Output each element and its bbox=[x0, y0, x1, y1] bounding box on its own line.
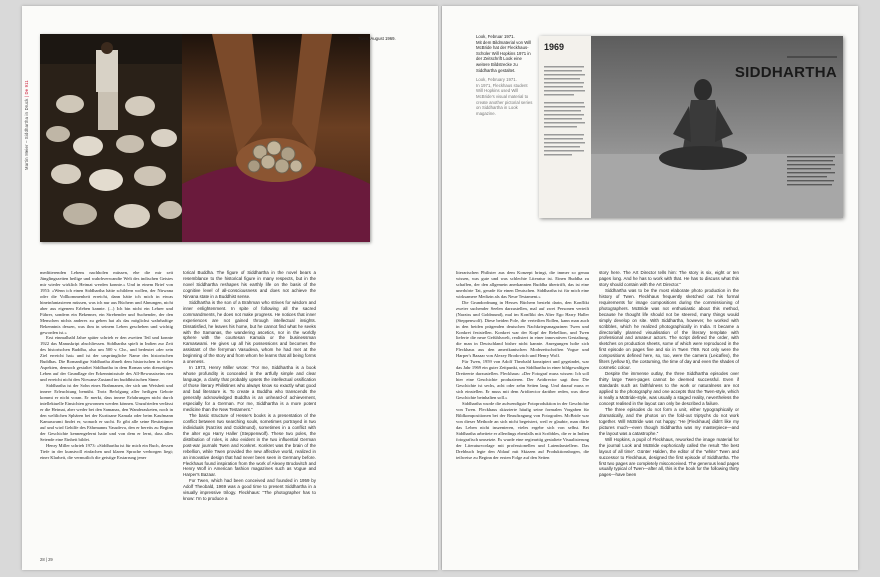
look-magazine-spread-photo bbox=[539, 36, 843, 218]
caption-look-de-body: Mit dem Bildmaterial von Will McBride hat der Fleckhaus-Schüler Will Hopkins 1971 in der Zeitschrift Look eine weitere Bildstrecke zu Siddhartha gestaltet. bbox=[476, 39, 532, 73]
paragraph: Siddhartha is the son of a Brahman who strives for wisdom and inner enlightenment. In spite of following all the sacred commandments, he does not make progress. He notices that inner experiences are not gained through intellectual insights. Dissatisfied, he leaves his home, but he cannot find what he seeks with the Samanas, the wandering ascetics, nor in the worldly sphere with the courtesan Kamala or the businessman Kamaswami. He gives up all his possessions and becomes the assistant of the ferryman Vasudeva, whom he had met at the beginning of the story and from whom he learns that all being forms a oneness. bbox=[183, 299, 316, 365]
running-head-author: Martin Meier bbox=[24, 144, 29, 170]
paragraph: Siddhartha wurde die aufwendigste Fotoproduktion in der Geschichte von Twen. Fleckhaus skizzierte häufig seine formalen Vorgaben für Bildkompositionen bei der Beauftragung von Fotografen. McBride war von dieser Methode an sich nicht begeistert, weil er glaubte, man dürfe das Leben nicht inszenieren, vieles ergebe sich von selbst. Bei Siddhartha arbeitete er allerdings ebenfalls mit Scribbles, die er in Indien fotografisch umsetzte. Es wurde eine regiearttig gestaltete Visualisierung der Literaturvorlage mit professionellen und Laiendarstellern. Das Drehbuch legte den Ablauf mit Skizzen auf Produktionsbogen, die teilweise zu Beginn der ersten Folge auf den Seiten bbox=[456, 400, 589, 460]
paragraph: Siddhartha ist der Sohn eines Brahmanen, der sich um Weisheit und innere Erleuchtung bemüht. Trotz Befolgung aller heiligen Gebote kommt er nicht voran. Er merkt, dass innere Erfahrungen nicht durch intellektuelle Einsichten gewonnen werden können. Unzufrieden verlässt er die Heimat, aber weder bei den Samanas, den Wanderasketen, noch in den weltlichen Sphären bei der Kurtisane Kamala oder beim Kaufmann Kamaswami findet er, wonach er sucht. Er gibt alle seine Besitztümer auf und wird Gehilfe des Fährmanns Vasudeva, den er bereits zu Beginn der Geschichte kennengelernt hatte und von dem er lernt, dass alles Seiende eine Einheit bildet. bbox=[40, 383, 173, 442]
running-head-page-tag: | De 911 bbox=[24, 80, 29, 98]
caption-look-en-title: Look, February 1971. bbox=[476, 77, 517, 83]
running-head bbox=[24, 20, 34, 170]
paragraph: For Twen, which had been conceived and founded in 1959 by Adolf Theobald, 1969 was a good time to present Siddhartha in a visually impressive trilogy. Fleckhaus: “The photographer has to know: I'm to produce a bbox=[183, 478, 316, 502]
caption-twen-text: Twen, August 1969. bbox=[358, 36, 396, 41]
caption-look-de-title: Look, Februar 1971. bbox=[476, 34, 515, 39]
twen-right-page-photo bbox=[182, 34, 370, 242]
caption-twen bbox=[358, 36, 428, 42]
paragraph: Despite the immense outlay, the three Siddhartha episodes over thirty large Twen-pages cannot be deemed successful. Even if standards such as faithfulness to the work or naturalness are not applied to the photography and one accepts that the Twen-style, which is really a McBride-style, was usually a staged reality, nevertheless the concept realised in the layout can only be described a failure. bbox=[599, 371, 739, 406]
magazine-text-block-image bbox=[539, 36, 591, 218]
paragraph: In 1973, Henry Miller wrote: “For me, Siddhartha is a book whose profundity is concealed in the artfully simple and clear language, a clarity that probably upsets the intellectual ossification of those literary Philistines who always know so exactly what good and bad literature is. To create a Buddha who transcends the generally acknowledged Buddha is an unheard-of achievement, especially for a German. For me, Siddhartha is a more potent medicine than the New Testament.” bbox=[183, 365, 316, 412]
twen-magazine-spread-photo bbox=[40, 34, 370, 242]
twen-left-page-photo bbox=[40, 34, 182, 242]
column-right-german bbox=[456, 270, 589, 558]
paragraph: Für Twen, 1959 von Adolf Theobald konzipiert und gegründet, war das Jahr 1969 ein guter Zeitpunkt, um Siddhartha in einer bildgewaltigen Dreiteerie darzustellen. Fleckhaus: «Der Fotograf muss wissen: Ich soll hier eine Geschichte produzieren. Der Artdirector sagt ihm: Die Geschichte ist sechs, acht oder zehn Seiten lang. Und darauf muss er sich einstellen. Er muss mit dem Artdirector darüber reden, was diese Geschichte beinhalten soll.» bbox=[456, 359, 589, 401]
paragraph: torical Buddha. The figure of Siddhartha in the novel bears a resemblance to the historical figure in many respects, but in the novel Siddhartha reshapes his earthly life on the basis of the cognitive level of all-consciousness and does not achieve the Nirvana state in a Buddhist sense. bbox=[183, 270, 316, 299]
caption-look bbox=[476, 34, 534, 116]
magazine-headline: SIDDHARTHA bbox=[734, 64, 837, 81]
paragraph: The basic structure of Hesse's books is a presentation of the conflict between two searching souls, sometimes portrayed in two individuals (Narziss and Goldmund), sometimes in a conflict with the alter ego Harry Haller (Steppenwolf). These two poles, the distribution of roles, is also evident in the two influential German post-war journals Twen and Konkret. Konkret was the brain of the rebellion, while Twen provided the new affective world, realized in an innovative design that had never been seen in Germany before. Fleckhaus found inspiration from the work of Alexey Brodovitch and Henry Wolf in American fashion magazines such as Vogue and Harper's Bazaar. bbox=[183, 412, 316, 478]
paragraph: meditierenden Lebens nachholen müssen, ehe die mir seit Jünglingszeiten heilige und wahrhverwandte Welt des indischen Geistes mir wieder wirklich Heimat werden konnte.» Und in einem Brief von 1953: «Wenn ich einen Siddhartha hätte schildern wollen, der Nirwana oder die Vollkommenheit erreicht, dann hätte ich mich in etwas hineinfantasieren müssen, was ich nur aus Büchern und Ahnungen, nicht aber aus eigenem Erleben kannte. (...) Ich bin nicht ein Lehrer und Führer, sondern ein Bekenner, ein Strebender und Suchender, der den Menschen nichts anderes zu geben hat als das möglichst wahrhaftige Bekenntnis dessen, was ihm in seinem Leben geschehen und wichtig geworden ist.» bbox=[40, 270, 173, 335]
column-left-german bbox=[40, 270, 173, 558]
paragraph: Will Hopkins, a pupil of Fleckhaus, reworked the image material for the journal Look and McBride euphorically called the result “the best layout of all time”. Günter Halden, the editor of the “white” Twen and successor to Fleckhaus, designed the first episode of Siddhartha. The first two pages are completely misconceived. The generous lead pages usually typical of Twen—after all, this is the book for the following thirty pages—have been bbox=[599, 436, 739, 478]
pots-and-figure-image bbox=[40, 34, 182, 242]
paragraph: The three episodes do not form a unit, either typographically or dramatically, and the photos on the fold-out triptychs do not work together. Will McBride was not happy: “He [Fleckhaus] didn't like my pictures much—even though Siddhartha was my masterpiece—and the layout was a catastrophe.” bbox=[599, 406, 739, 436]
paragraph: Henry Miller schrieb 1973: «Siddhartha ist für mich ein Buch, dessen Tiefe in der kunstvoll einfachen und klaren Sprache verborgen liegt; einer Klarheit, die vermutlich die geistige Erstarrung jener bbox=[40, 442, 173, 460]
caption-look-en bbox=[476, 77, 534, 116]
look-right-page-photo bbox=[591, 36, 843, 218]
page-number: 28 | 29 bbox=[40, 557, 53, 562]
column-right-english bbox=[599, 270, 739, 558]
paragraph: Erst einmalbald Jahre später schrieb er den zweiten Teil und konnte 1922 das Manuskript abschliessen. Siddhartha spielt in Indien zur Zeit des historischen Buddha, also um 500 v. Chr., und bedeutet «der sein Ziel erreicht hat» und ist der ursprüngliche Name des historischen Buddhas. Die Romanfigur Siddhartha ähnelt dem historischen in vielen Aspekten, dennoch gestaltet Siddhartha in dem Roman sein diesseitiges Leben auf der Grundlage der Erkenntnisstufe des All-Bewusstseins neu und erreicht nicht den Nirwana-Zustand im buddhistischen Sinne. bbox=[40, 335, 173, 383]
caption-look-en-body: In 1971, Fleckhaus student Will Hopkins used Will McBride's visual material to create another pictorial series on Siddhartha in Look magazine. bbox=[476, 82, 533, 116]
running-head-separator: – bbox=[24, 139, 29, 145]
column-left-english bbox=[183, 270, 316, 558]
left-page bbox=[22, 6, 438, 570]
paragraph: story here. The Art Director tells him: The story is six, eight or ten pages long. And he has to work with that. He has to discuss what this story should contain with the Art Director.” bbox=[599, 270, 739, 287]
paragraph: Siddhartha was to be the most elaborate photo production in the history of Twen. Fleckhaus frequently sketched out his formal requirements for image compositions during the commissioning of photographers. McBride was not enthusiastic about this method, because he thought life should not be steered, many things would simply develop on site. With Siddhartha, however, he worked with scribbles, which he realized photographically in India. It became a directorially planned visualisation of the literary template with professional and amateur actors. The script defined the order, with sketches on production sheets, some of which were reproduced in the first episode on pages five and six in Twen 7/69. Not only were the compositions defined here, so, too, were the camera (Leicaflex), the filters (yellow 5), the costuming, the time of day and even the shades of cosmetic colour. bbox=[599, 287, 739, 371]
magazine-year: 1969 bbox=[544, 42, 565, 52]
right-page bbox=[442, 6, 858, 570]
hands-with-coins-image bbox=[182, 34, 370, 242]
running-head-title: Siddhartha in Druck bbox=[24, 98, 29, 140]
paragraph: literarischen Philister aus dem Konzept bringt, die immer so genau wissen, was gute und was schlechte Literatur ist. Einen Buddha zu schaffen, der den allgemein anerkannten Buddha übertrifft, das ist eine unerhörte Tat, gerade für einen Deutschen. Siddhartha ist für mich eine wirksamere Medizin als das Neue Testament.» bbox=[456, 270, 589, 299]
look-left-page bbox=[539, 36, 591, 218]
paragraph: Die Grundordnung in Hesses Büchern besteht darin, den Konflikt zweier suchender Seelen darzustellen, mal auf zwei Personen verteilt (Narziss und Goldmund), mal im Konflikt des Alter Ego Harry Haller (Steppenwolf). Diese beiden Pole, die verteilten Rollen, kann man auch in den beiden prägenden deutschen Nachkriegsmagazinen Twen und Konkret feststellen. Konkret war der Kopf der Rebellion, und Twen lieferte die neue Gefühlswelt, realisiert in einer innovativen Gestaltung, die man in Deutschland bisher nicht kannte. Anregungen holte sich Fleckhaus aus den amerikanischen Modezeitschriften Vogue und Harper's Bazaar von Alexey Brodovitch und Henry Wolf. bbox=[456, 299, 589, 359]
